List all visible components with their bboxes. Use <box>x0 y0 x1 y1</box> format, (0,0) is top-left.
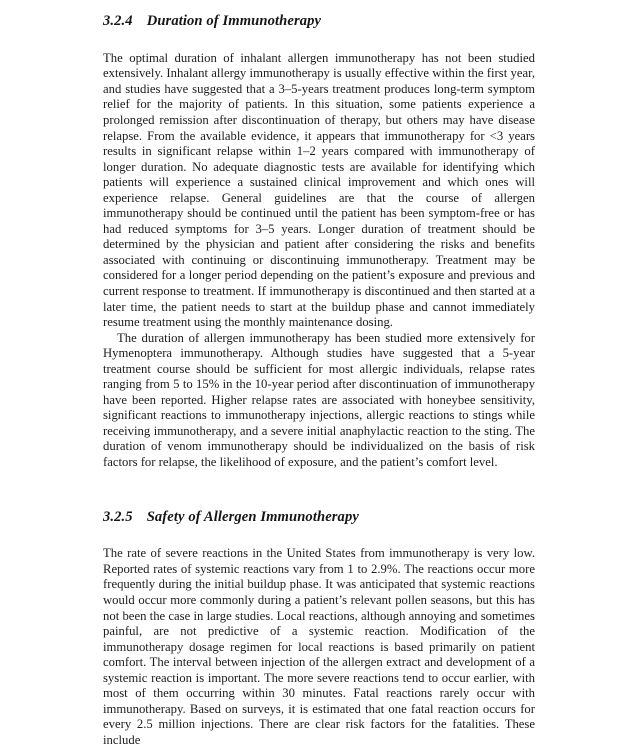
text-column <box>103 0 535 746</box>
paragraph: The optimal duration of inhalant allergen immunotherapy has not been studied extensively. Inhalant allergy immunotherapy is usually effective within the first year, and studies have suggested that a 3–5-years treatment produces long-term symptom relief for the majority of patients. In this situation, some patients experience a prolonged remission after discontinuation of therapy, but others may have disease relapse. From the available evidence, it appears that immunotherapy for <3 years results in significant relapse within 1–2 years compared with immunotherapy of longer duration. No adequate diagnostic tests are available for identifying which patients will experience a sustained clinical improvement and which ones will experience relapse. General guidelines are that the course of allergen immunotherapy should be continued until the patient has been symptom-free or has had reduced symptoms for 3–5 years. Longer duration of treatment should be determined by the physician and patient after considering the risks and benefits associated with continuing or discontinuing immunotherapy. Treatment may be considered for a longer period depending on the patient’s exposure and previous and current response to treatment. If immunotherapy is discontinued and then started at a later time, the patient needs to start at the buildup phase and cannot immediately resume treatment using the monthly maintenance dosing. <box>103 50 535 330</box>
section-title: Duration of Immunotherapy <box>146 13 322 29</box>
paragraph: The rate of severe reactions in the United States from immunotherapy is very low. Reported rates of systemic reactions vary from 1 to 2.9%. The reactions occur more frequently during the initial buildup phase. It was anticipated that systemic reactions would occur more commonly during a patient’s relevant pollen seasons, but this has not been the case in large studies. Local reactions, although annoying and sometimes painful, are not predictive of a systemic reaction. Modification of the immunotherapy dosage regimen for local reactions is based primarily on patient comfort. The interval between injection of the allergen extract and development of a systemic reaction is important. The more severe reactions tend to occur earlier, with most of them occurring within 30 minutes. Fatal reactions rarely occur with immunotherapy. Based on surveys, it is estimated that one fatal reaction occurs for every 2.5 million injections. There are clear risk factors for the fatalities. These include <box>103 546 535 746</box>
section-number: 3.2.5 <box>103 508 133 525</box>
paragraph: The duration of allergen immunotherapy has been studied more extensively for Hymenoptera immunotherapy. Although studies have suggested that a 5-year treatment course should be sufficient for most allergic individuals, relapse rates ranging from 5 to 15% in the 10-year period after discontinuation of immunotherapy have been reported. Higher relapse rates are associated with honeybee sensitivity, significant reactions to immunotherapy injections, allergic reactions to stings while receiving immunotherapy, and a severe initial anaphylactic reaction to the sting. The duration of venom immunotherapy should be individualized on the basis of risk factors for relapse, the likelihood of exposure, and the patient’s comfort level. <box>103 330 535 469</box>
section-duration-of-immunotherapy <box>103 13 535 471</box>
section-title: Safety of Allergen Immunotherapy <box>146 508 359 525</box>
section-body <box>103 51 535 471</box>
section-heading <box>103 509 535 526</box>
section-number: 3.2.4 <box>103 13 133 29</box>
section-heading <box>103 13 535 30</box>
section-body <box>103 546 535 746</box>
section-safety-of-allergen-immunotherapy <box>103 509 535 746</box>
